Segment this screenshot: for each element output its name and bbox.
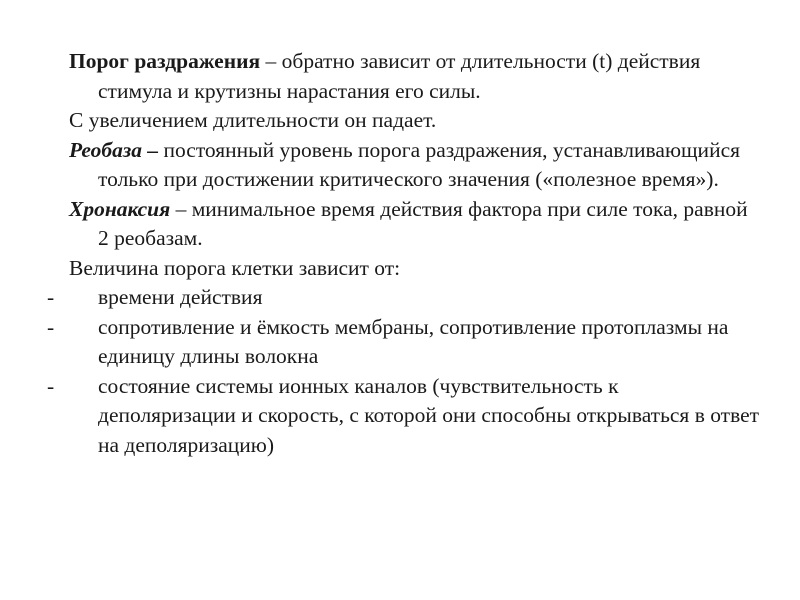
bullet-dash: - <box>47 285 55 309</box>
cell-threshold-intro-text: Величина порога клетки зависит от: <box>69 255 401 280</box>
paragraph-cell-threshold-intro <box>69 254 760 284</box>
term-rheobase: Реобаза – <box>69 137 159 162</box>
definition-rheobase: постоянный уровень порога раздражения, устанавливающийся только при достижении критического значения («полезное время»). <box>98 137 741 191</box>
list-item-text: времени действия <box>98 285 263 309</box>
bullet-dash: - <box>47 373 55 398</box>
list-item-text: сопротивление и ёмкость мембраны, сопротивление протоплазмы на единицу длины волокна <box>98 314 729 368</box>
paragraph-duration-note <box>69 106 760 136</box>
paragraph-threshold <box>69 47 760 106</box>
paragraph-rheobase <box>69 136 760 195</box>
definition-threshold: – обратно зависит от длительности (t) действия стимула и крутизны нарастания его силы. <box>98 49 701 103</box>
bullet-dash: - <box>47 314 55 339</box>
paragraph-chronaxie <box>69 195 760 254</box>
factor-list <box>47 283 760 460</box>
term-chronaxie: Хронаксия <box>69 196 171 221</box>
term-threshold: Порог раздражения <box>69 49 261 73</box>
duration-note-text: С увеличением длительности он падает. <box>69 108 437 132</box>
definition-chronaxie: – минимальное время действия фактора при силе тока, равной 2 реобазам. <box>98 196 748 250</box>
list-item <box>47 313 760 372</box>
list-item <box>47 283 760 313</box>
list-item-text: состояние системы ионных каналов (чувствительность к деполяризации и скорость, с которой они способны открываться в ответ на деполяризацию) <box>98 373 760 457</box>
list-item <box>47 372 760 461</box>
